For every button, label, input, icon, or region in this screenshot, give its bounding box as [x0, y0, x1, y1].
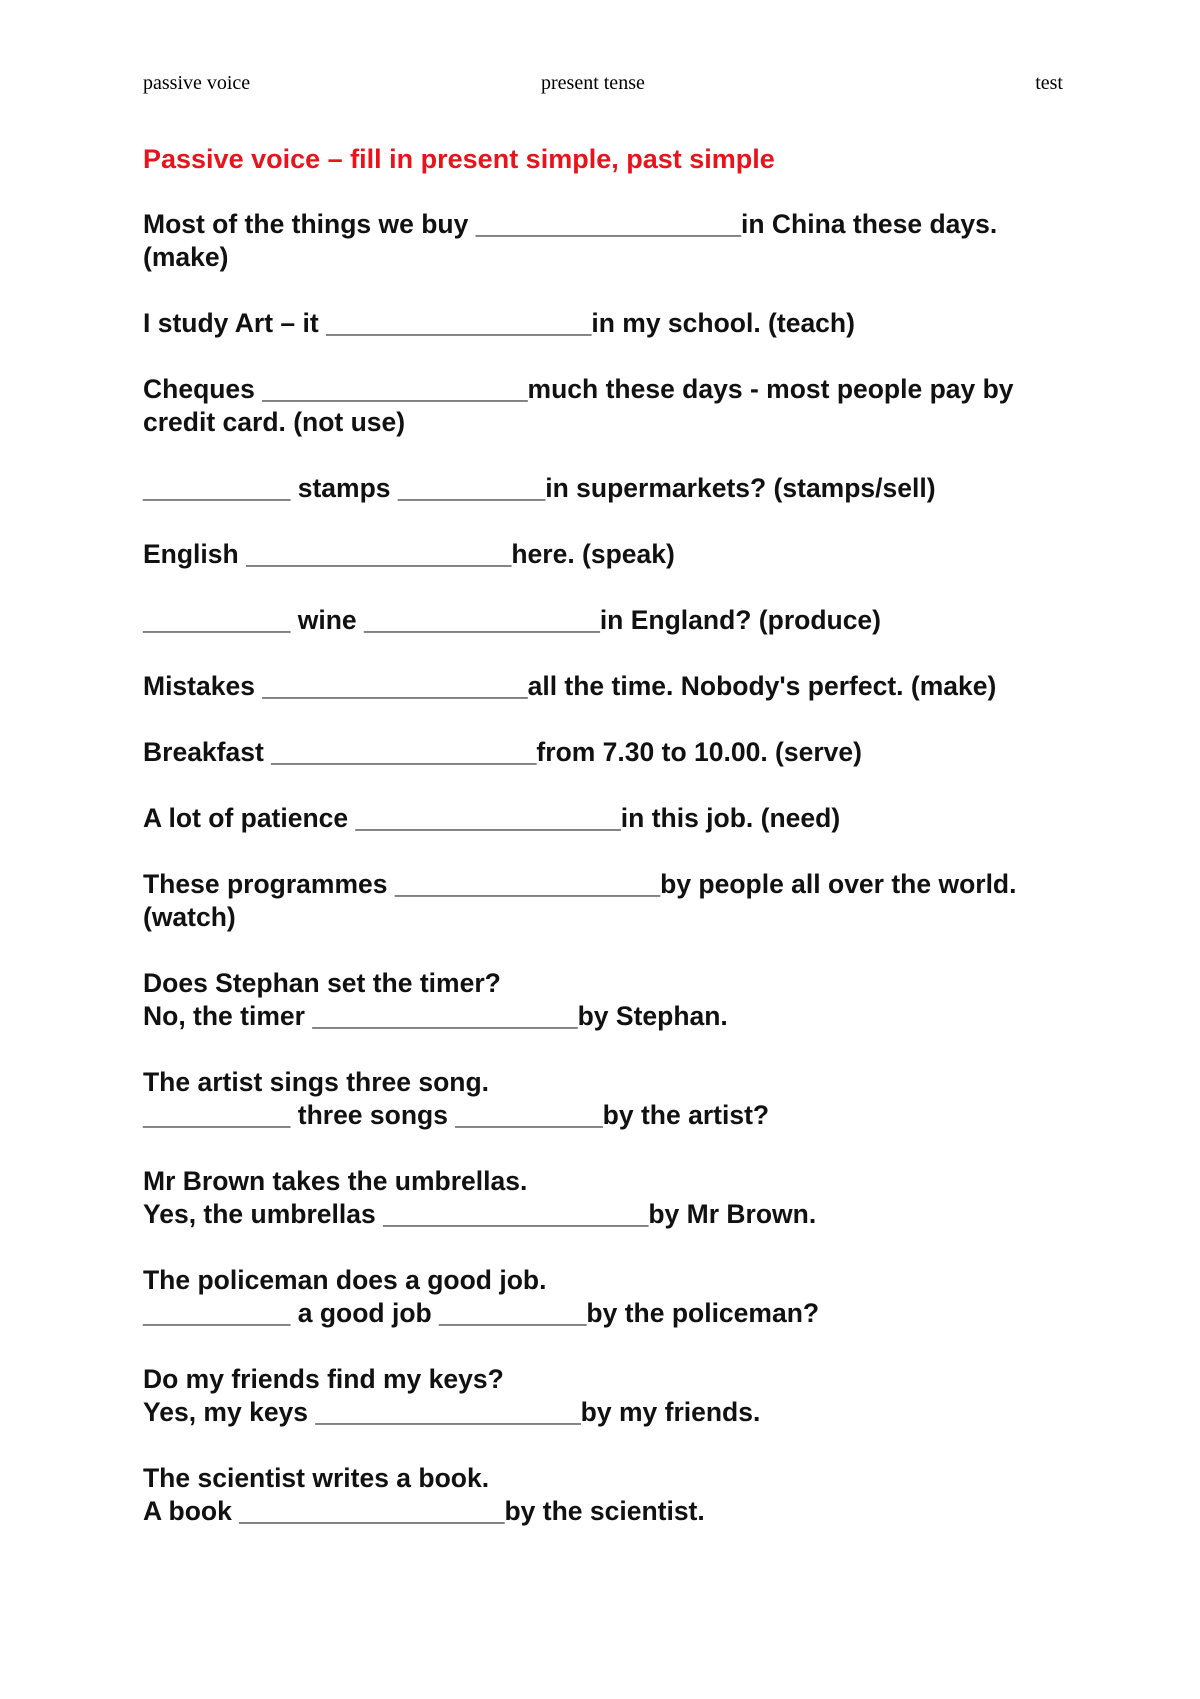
exercise-question: Mr Brown takes the umbrellas.: [143, 1166, 528, 1196]
exercise-answer-sentence: No, the timer __________________by Stephan.: [143, 1001, 728, 1031]
exercise-item: [143, 1363, 1083, 1429]
exercise-item: [143, 868, 1083, 934]
exercise-answer-sentence: Yes, my keys __________________by my friends.: [143, 1397, 761, 1427]
exercise-item: [143, 472, 1083, 505]
worksheet-title: Passive voice – fill in present simple, past simple: [143, 144, 775, 174]
exercise-item: [143, 1165, 1083, 1231]
exercise-item: [143, 604, 1083, 637]
exercise-sentence: __________ wine ________________in England? (produce): [143, 605, 881, 635]
exercise-sentence: I study Art – it __________________in my school. (teach): [143, 308, 855, 338]
exercise-item: [143, 373, 1083, 439]
exercise-item: [143, 1462, 1083, 1528]
exercise-sentence: English __________________here. (speak): [143, 539, 675, 569]
exercise-question: The policeman does a good job.: [143, 1265, 547, 1295]
exercise-question: Does Stephan set the timer?: [143, 968, 501, 998]
header-tense: present tense: [541, 72, 645, 94]
exercise-item: [143, 670, 1083, 703]
exercise-question: Do my friends find my keys?: [143, 1364, 504, 1394]
exercise-sentence: Most of the things we buy __________________in China these days. (make): [143, 209, 998, 272]
exercise-question: The scientist writes a book.: [143, 1463, 490, 1493]
page-header: [143, 72, 1063, 102]
exercise-answer-sentence: A book __________________by the scientist.: [143, 1496, 705, 1526]
exercise-item: [143, 967, 1083, 1033]
exercise-sentence: These programmes __________________by people all over the world. (watch): [143, 869, 1017, 932]
exercise-item: [143, 307, 1083, 340]
exercise-item: [143, 1264, 1083, 1330]
exercise-item: [143, 1066, 1083, 1132]
header-type: test: [1035, 72, 1063, 94]
exercise-item: [143, 208, 1083, 274]
exercise-item: [143, 736, 1083, 769]
exercise-sentence: A lot of patience __________________in this job. (need): [143, 803, 841, 833]
exercise-list: [143, 208, 1083, 1561]
exercise-item: [143, 802, 1083, 835]
exercise-answer-sentence: Yes, the umbrellas __________________by Mr Brown.: [143, 1199, 817, 1229]
exercise-sentence: __________ stamps __________in supermarkets? (stamps/sell): [143, 473, 936, 503]
exercise-sentence: Breakfast __________________from 7.30 to 10.00. (serve): [143, 737, 862, 767]
exercise-sentence: Cheques __________________much these days - most people pay by credit card. (not use): [143, 374, 1014, 437]
exercise-item: [143, 538, 1083, 571]
exercise-sentence: Mistakes __________________all the time. Nobody's perfect. (make): [143, 671, 997, 701]
exercise-question: The artist sings three song.: [143, 1067, 490, 1097]
exercise-answer-sentence: __________ three songs __________by the artist?: [143, 1100, 770, 1130]
exercise-answer-sentence: __________ a good job __________by the policeman?: [143, 1298, 820, 1328]
header-topic: passive voice: [143, 72, 251, 94]
